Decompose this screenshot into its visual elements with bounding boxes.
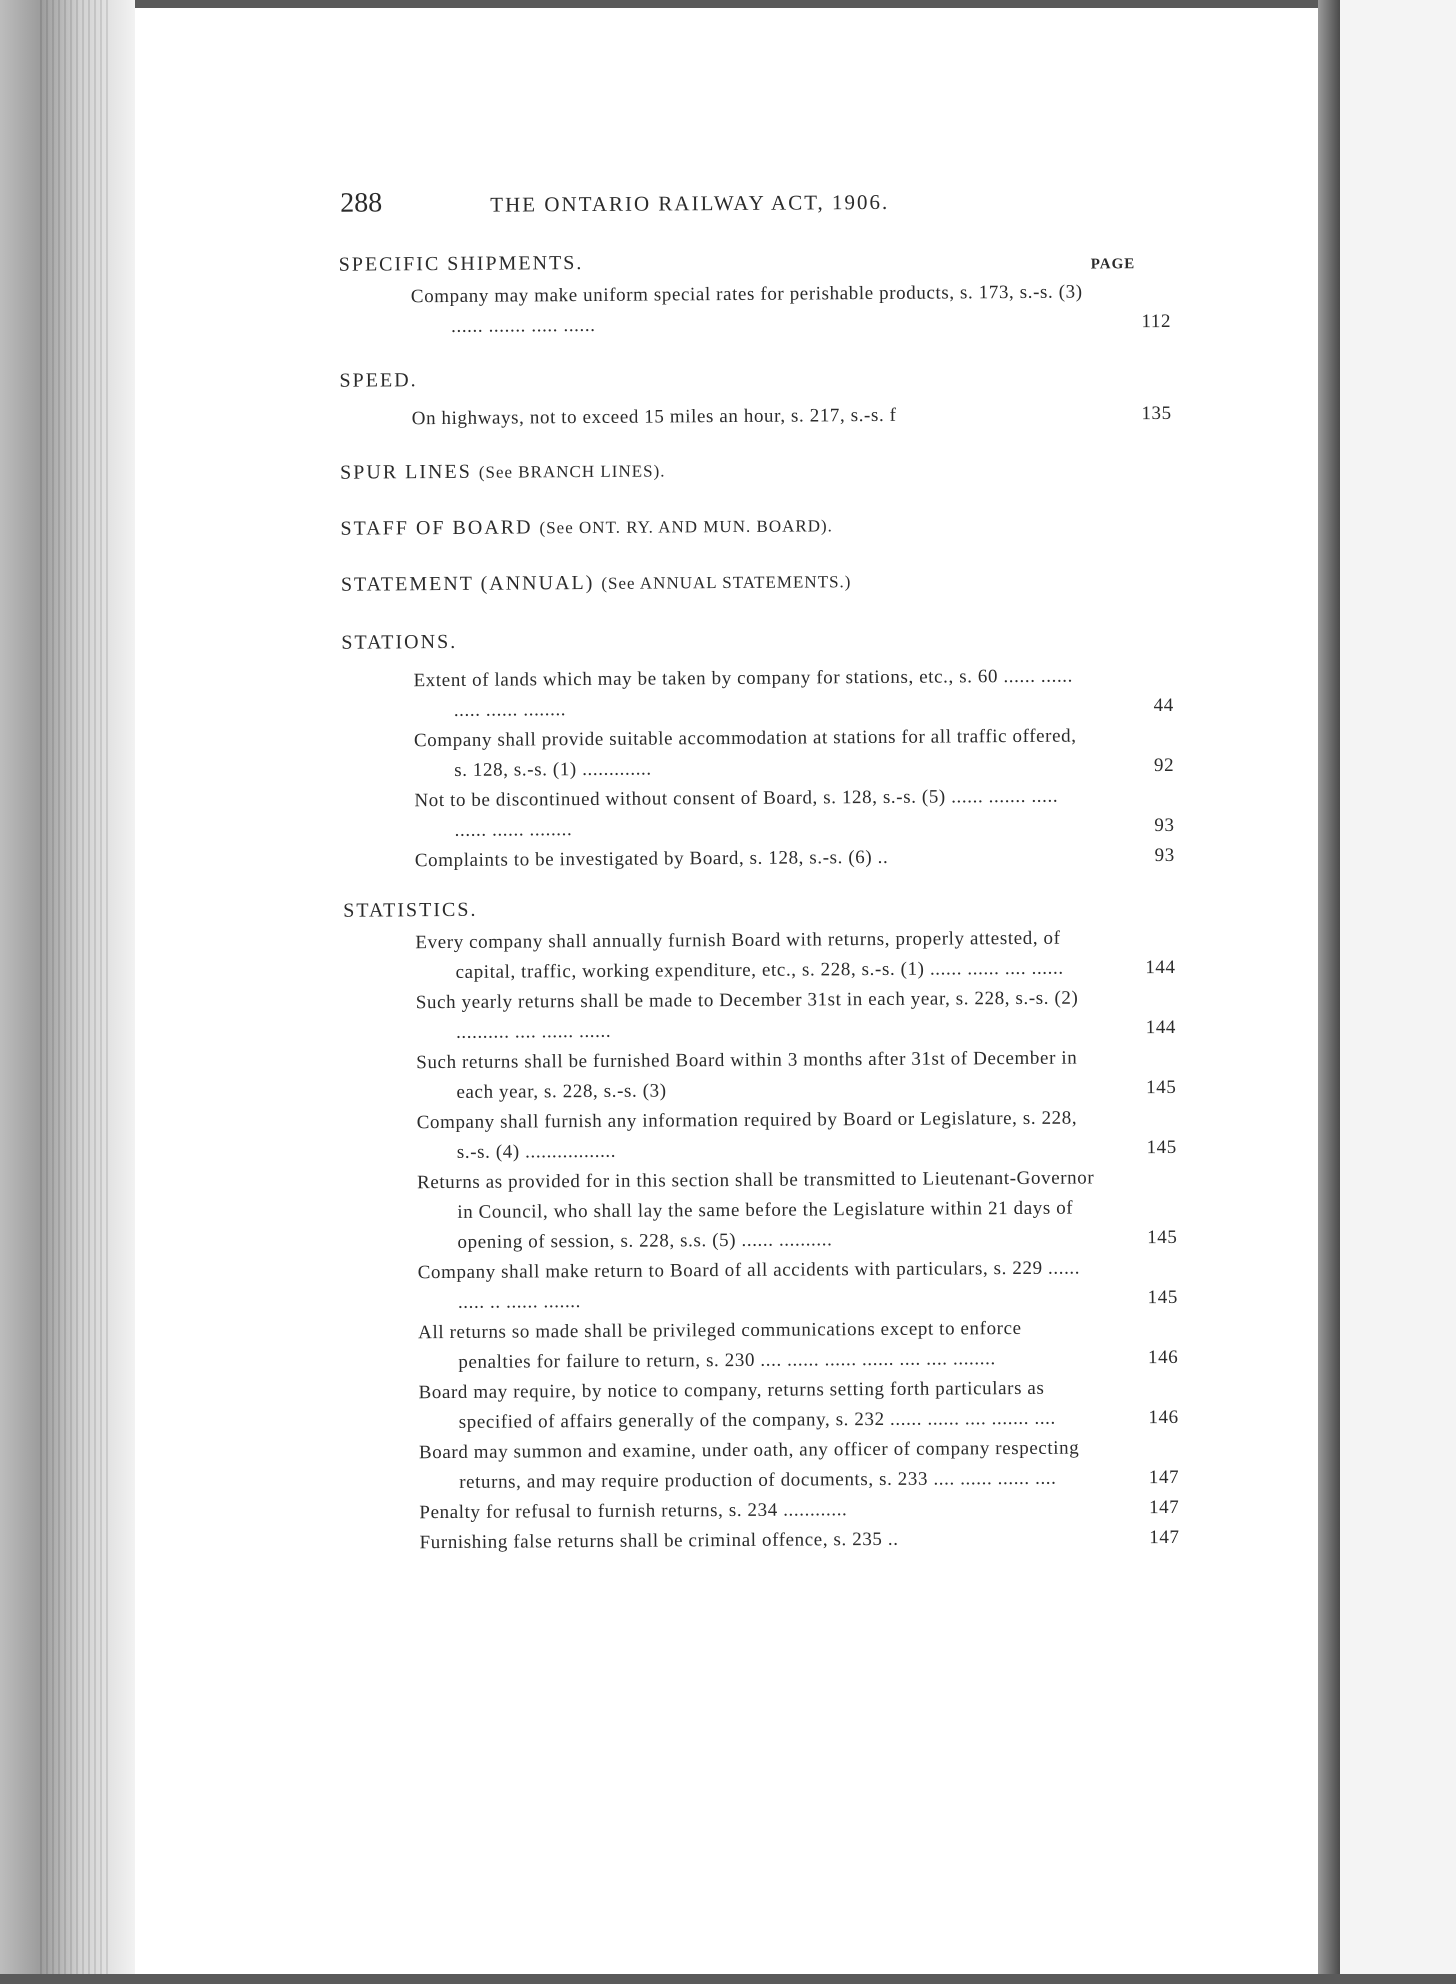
entry-page: 112 xyxy=(1141,310,1172,333)
section-heading: STATISTICS. xyxy=(343,898,478,922)
page-column-label: PAGE xyxy=(1090,256,1136,273)
index-entry xyxy=(416,1043,1176,1108)
heading-text: STATEMENT (ANNUAL) xyxy=(340,571,595,596)
entry-text: Board may summon and examine, under oath, any officer of company respecting returns, and may require production of documents, s. 233 .... ...... ...... .... xyxy=(418,1437,1080,1493)
entry-page: 145 xyxy=(1146,1136,1177,1159)
entry-text: Every company shall annually furnish Board with returns, properly attested, of capital, traffic, working expenditure, etc., s. 228, s.-s. (1) ...... ...... .... ...... xyxy=(415,927,1064,983)
section-heading: SPECIFIC SHIPMENTS. xyxy=(338,252,584,276)
entry-text: Company shall make return to Board of all accidents with particulars, s. 229 ...... ..... .. ...... ....... xyxy=(417,1257,1081,1313)
scan-bottom-edge xyxy=(0,1974,1456,1984)
entry-page: 146 xyxy=(1148,1406,1179,1429)
index-entry xyxy=(418,1313,1178,1378)
entry-page: 144 xyxy=(1145,1016,1177,1039)
index-entry xyxy=(418,1373,1178,1438)
entry-page: 44 xyxy=(1153,694,1174,717)
heading-text: SPUR LINES xyxy=(340,460,472,484)
entry-page: 145 xyxy=(1147,1226,1178,1249)
entry-page: 144 xyxy=(1145,956,1176,979)
entry-page: 93 xyxy=(1154,844,1175,867)
entry-text: Complaints to be investigated by Board, s. 128, s.-s. (6) .. xyxy=(414,846,889,872)
cross-reference: (See ONT. RY. AND MUN. BOARD). xyxy=(539,516,833,538)
book-gutter xyxy=(1318,0,1340,1984)
heading-text: STAFF OF BOARD xyxy=(340,516,533,540)
entry-page: 135 xyxy=(1141,402,1172,425)
entry-text: Furnishing false returns shall be criminal offence, s. 235 .. xyxy=(419,1528,899,1554)
index-entry xyxy=(415,923,1175,988)
index-entry xyxy=(414,781,1174,846)
cross-reference: (See ANNUAL STATEMENTS.) xyxy=(601,572,852,593)
entry-text: Company shall provide suitable accommodation at stations for all traffic offered, s. 128, s.-s. (1) ............. xyxy=(413,725,1077,781)
index-entry xyxy=(413,661,1173,726)
entry-text: Such returns shall be furnished Board within 3 months after 31st of December in each year, s. 228, s.-s. (3) xyxy=(416,1047,1078,1103)
section-heading: SPEED. xyxy=(339,369,418,392)
entry-page: 93 xyxy=(1154,814,1175,837)
entry-text: On highways, not to exceed 15 miles an hour, s. 217, s.-s. f xyxy=(411,404,897,430)
entry-text: Penalty for refusal to furnish returns, s. 234 ............ xyxy=(419,1499,848,1524)
entry-text: All returns so made shall be privileged communications except to enforce penalties for failure to return, s. 230 .... ...... ...... ...... .... .... ........ xyxy=(418,1317,1022,1373)
book-page xyxy=(300,164,1180,1760)
section-heading: STATIONS. xyxy=(341,630,458,654)
index-section-statistics xyxy=(343,894,1178,1559)
index-entry xyxy=(412,399,1172,434)
scan-top-edge xyxy=(0,0,1456,8)
page-number: 288 xyxy=(340,187,383,219)
entry-text: Extent of lands which may be taken by company for stations, etc., s. 60 ...... ...... ..... ...... ........ xyxy=(413,665,1074,721)
index-entry xyxy=(417,1103,1177,1168)
index-section-stations xyxy=(341,626,1173,877)
index-entry xyxy=(411,277,1171,342)
index-entry xyxy=(419,1523,1179,1558)
entry-text: Board may require, by notice to company, returns setting forth particulars as specified of affairs generally of the company, s. 232 ...... ...... .... ....... .... xyxy=(418,1377,1056,1433)
index-section-statement-annual xyxy=(341,568,1171,597)
cross-reference: (See BRANCH LINES). xyxy=(478,461,666,482)
index-section-staff-of-board xyxy=(340,512,1170,541)
facing-page-edge xyxy=(1340,0,1456,1984)
section-heading xyxy=(340,456,1170,485)
index-section-speed xyxy=(339,364,1172,435)
entry-page: 145 xyxy=(1147,1286,1178,1309)
index-entry xyxy=(416,983,1176,1048)
index-entry xyxy=(415,841,1175,876)
entry-text: Such yearly returns shall be made to December 31st in each year, s. 228, s.-s. (2) .......... .... ...... ...... xyxy=(415,987,1079,1043)
index-entry xyxy=(419,1433,1179,1498)
entry-text: Company may make uniform special rates for perishable products, s. 173, s.-s. (3) ...... ....... ..... ...... xyxy=(410,281,1083,337)
entry-page: 147 xyxy=(1148,1496,1180,1519)
book-page-edges xyxy=(0,0,135,1984)
entry-page: 146 xyxy=(1147,1346,1179,1369)
index-entry xyxy=(418,1253,1178,1318)
entry-page: 92 xyxy=(1153,754,1175,777)
page-header xyxy=(340,182,1140,228)
index-section-specific-shipments xyxy=(339,248,1170,343)
index-entry xyxy=(417,1163,1178,1258)
entry-page: 147 xyxy=(1148,1466,1180,1489)
entry-text: Company shall furnish any information required by Board or Legislature, s. 228, s.-s. (4) ................. xyxy=(416,1107,1078,1163)
entry-text: Returns as provided for in this section shall be transmitted to Lieutenant-Governor in Council, who shall lay the same before the Legislature within 21 days of opening of session, s. 228, s.s. (5) ...... .......... xyxy=(416,1167,1095,1253)
index-entry xyxy=(414,721,1174,786)
section-heading xyxy=(340,512,1170,541)
section-heading xyxy=(341,568,1171,597)
index-section-spur-lines xyxy=(340,456,1170,485)
entry-text: Not to be discontinued without consent of Board, s. 128, s.-s. (5) ...... ....... ..... ...... ...... ........ xyxy=(414,785,1059,841)
running-title: THE ONTARIO RAILWAY ACT, 1906. xyxy=(490,189,890,217)
entry-page: 147 xyxy=(1149,1526,1180,1549)
entry-page: 145 xyxy=(1146,1076,1177,1099)
